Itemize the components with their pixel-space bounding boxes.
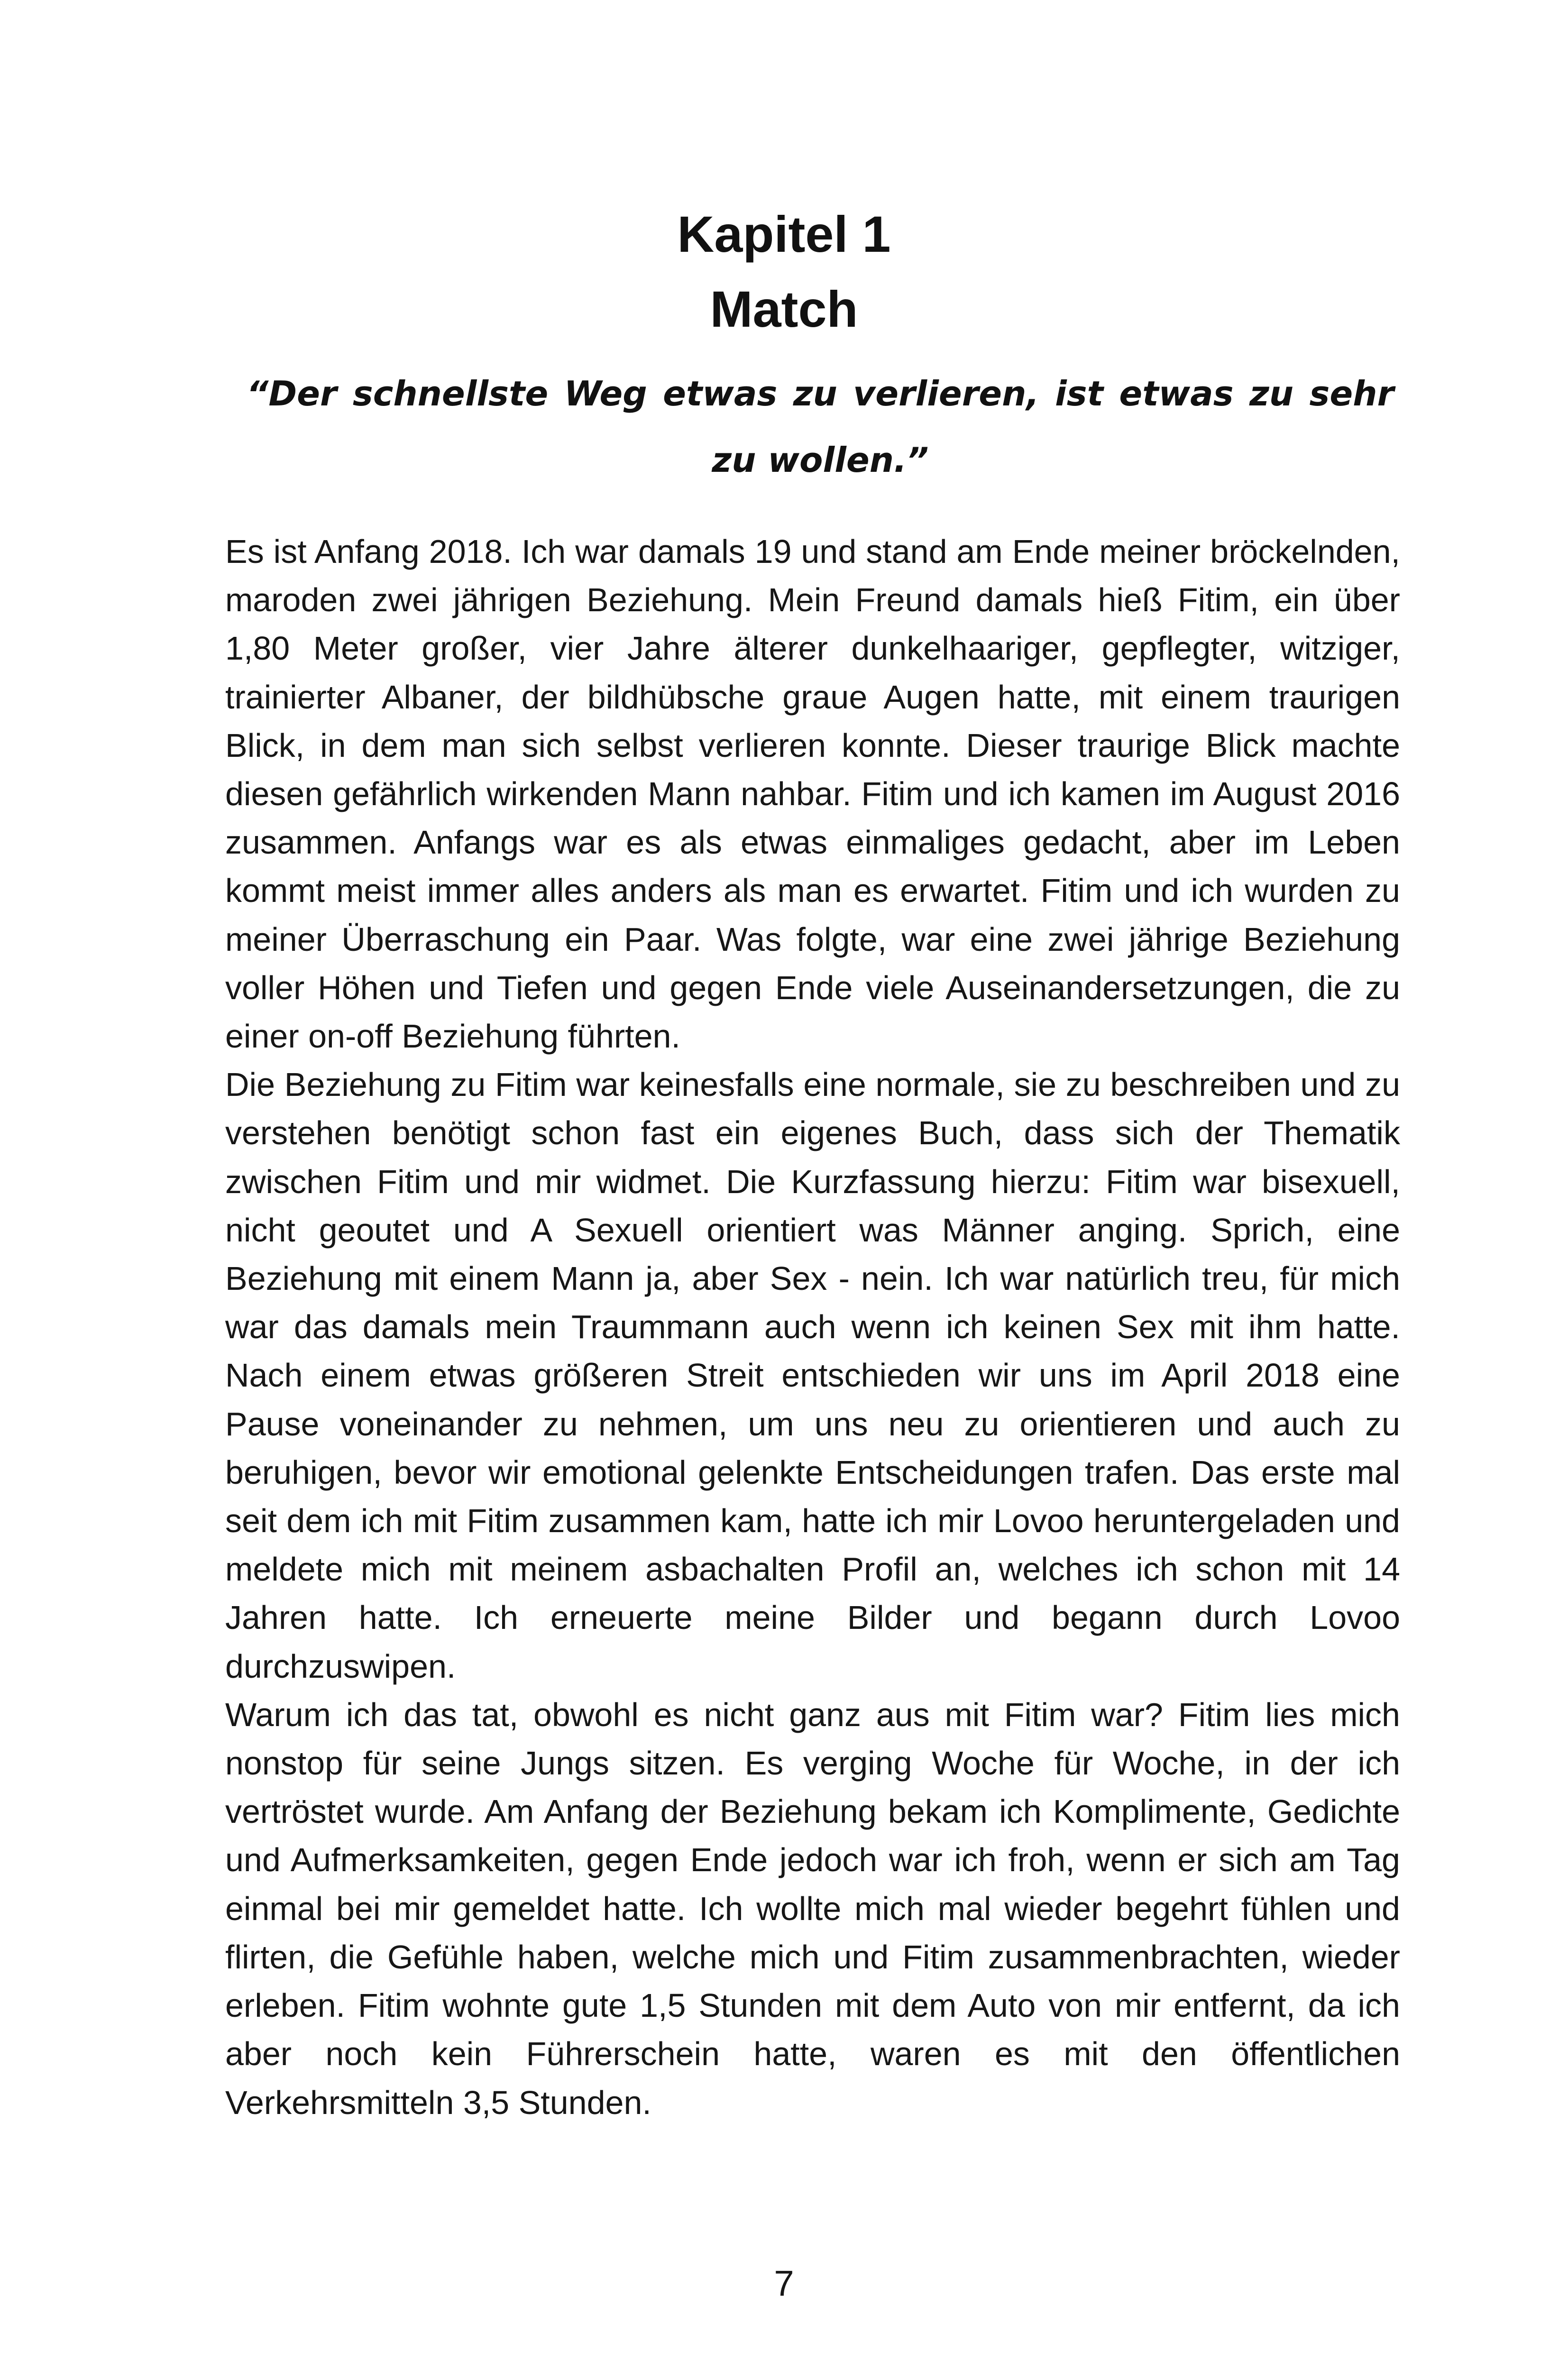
paragraph: Die Beziehung zu Fitim war keinesfalls eine normale, sie zu beschreiben und zu verstehen benötigt schon fast ein eigenes Buch, dass sich der Thematik zwischen Fitim und mir widmet. Die Kurzfassung hierzu: Fitim war bisexuell, nicht geoutet und A Sexuell orientiert was Männer anging. Sprich, eine Beziehung mit einem Mann ja, aber Sex - nein. Ich war natürlich treu, für mich war das damals mein Traummann auch wenn ich keinen Sex mit ihm hatte. Nach einem etwas größeren Streit entschieden wir uns im April 2018 eine Pause voneinander zu nehmen, um uns neu zu orientieren und auch zu beruhigen, bevor wir emotional gelenkte Entscheidungen trafen. Das erste mal seit dem ich mit Fitim zusammen kam, hatte ich mir Lovoo heruntergeladen und meldete mich mit meinem asbachalten Profil an, welches ich schon mit 14 Jahren hatte. Ich erneuerte meine Bilder und begann durch Lovoo durchzuswipen. — [225, 1066, 1400, 1685]
paragraph: Es ist Anfang 2018. Ich war damals 19 und stand am Ende meiner bröckelnden, maroden zwei jährigen Beziehung. Mein Freund damals hieß Fitim, ein über 1,80 Meter großer, vier Jahre älterer dunkelhaariger, gepflegter, witziger, trainierter Albaner, der bildhübsche graue Augen hatte, mit einem traurigen Blick, in dem man sich selbst verlieren konnte. Dieser traurige Blick machte diesen gefährlich wirkenden Mann nahbar. Fitim und ich kamen im August 2016 zusammen. Anfangs war es als etwas einmaliges gedacht, aber im Leben kommt meist immer alles anders als man es erwartet. Fitim und ich wurden zu meiner Überraschung ein Paar. Was folgte, war eine zwei jährige Beziehung voller Höhen und Tiefen und gegen Ende viele Auseinandersetzungen, die zu einer on-off Beziehung führten. — [225, 533, 1400, 1055]
paragraph: Warum ich das tat, obwohl es nicht ganz aus mit Fitim war? Fitim lies mich nonstop für seine Jungs sitzen. Es verging Woche für Woche, in der ich vertröstet wurde. Am Anfang der Beziehung bekam ich Komplimente, Gedichte und Aufmerksamkeiten, gegen Ende jedoch war ich froh, wenn er sich am Tag einmal bei mir gemeldet hatte. Ich wollte mich mal wieder begehrt fühlen und flirten, die Gefühle haben, welche mich und Fitim zusammenbrachten, wieder erleben. Fitim wohnte gute 1,5 Stunden mit dem Auto von mir entfernt, da ich aber noch kein Führerschein hatte, waren es mit den öffentlichen Verkehrsmitteln 3,5 Stunden. — [225, 1696, 1400, 2121]
chapter-title: Match — [710, 280, 858, 338]
chapter-body — [225, 527, 1400, 2127]
page-number: 7 — [774, 2263, 794, 2304]
chapter-epigraph: “Der schnellste Weg etwas zu verlieren, ist etwas zu sehr zu wollen.” — [247, 374, 1394, 480]
chapter-number: Kapitel 1 — [677, 205, 891, 263]
